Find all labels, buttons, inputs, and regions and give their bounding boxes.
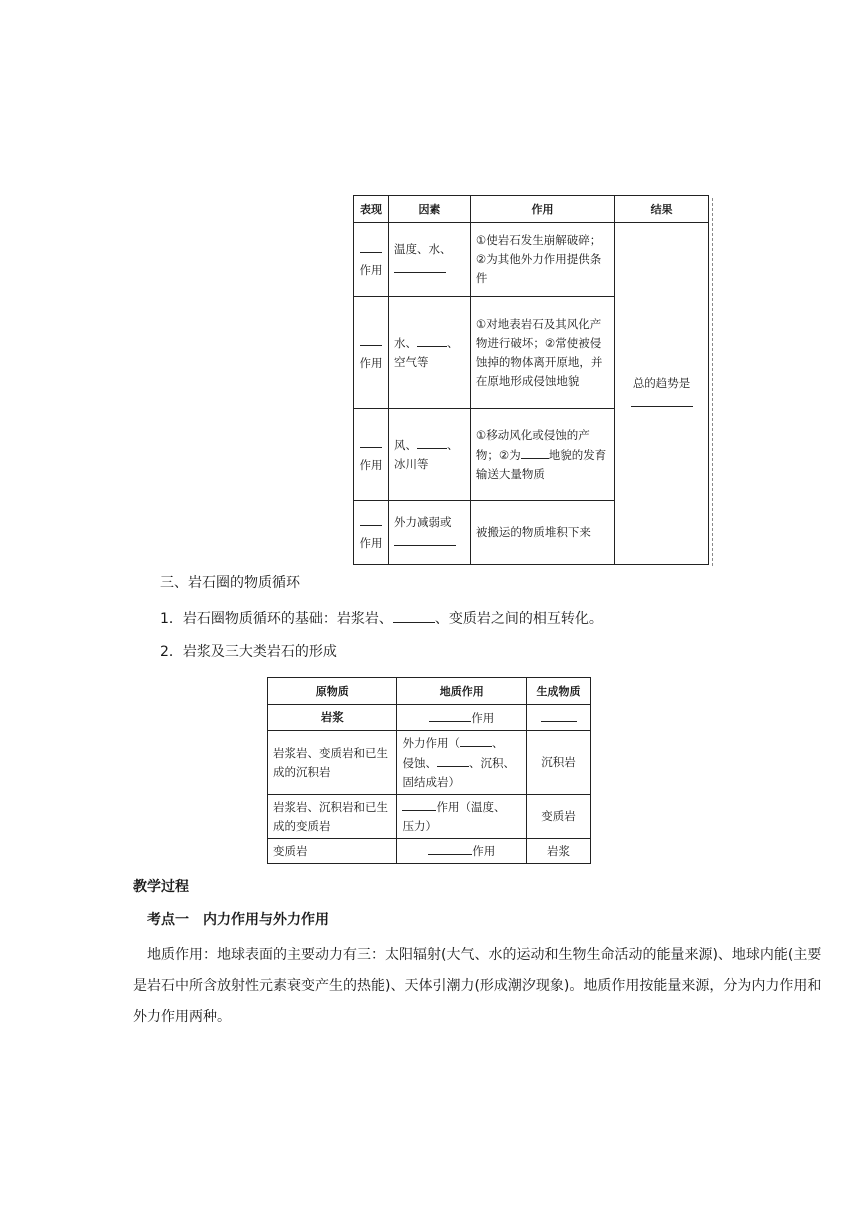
fill-blank <box>393 608 435 623</box>
process-text: 、沉积、 <box>468 756 515 770</box>
fill-blank <box>360 512 382 526</box>
fill-blank <box>360 239 382 253</box>
result-cell <box>615 223 709 565</box>
table-row <box>268 705 591 731</box>
scan-edge-line <box>712 198 714 566</box>
table-header-row <box>268 678 591 705</box>
effect-cell: 被搬运的物质堆积下来 <box>470 501 614 565</box>
origin-cell: 岩浆 <box>268 705 397 731</box>
table-row <box>268 731 591 795</box>
effect-cell <box>470 409 614 501</box>
fill-blank <box>360 434 382 448</box>
biao-cell <box>354 297 389 409</box>
process-cell <box>397 795 527 839</box>
product-cell: 沉积岩 <box>527 731 591 795</box>
process-cell <box>397 705 527 731</box>
process-text: 外力作用（ <box>402 736 460 750</box>
factor-text: 温度、水、 <box>393 242 452 256</box>
biao-label: 作用 <box>359 458 383 472</box>
fill-blank <box>437 753 469 767</box>
fill-blank <box>360 332 382 346</box>
biao-cell <box>354 409 389 501</box>
header-result: 结果 <box>615 196 709 223</box>
fill-blank <box>402 797 436 811</box>
header-product: 生成物质 <box>527 678 591 705</box>
fill-blank <box>631 393 693 407</box>
origin-cell: 变质岩 <box>268 839 397 864</box>
fill-blank <box>541 708 577 722</box>
result-text: 总的趋势是 <box>632 376 691 390</box>
origin-cell: 岩浆岩、变质岩和已生成的沉积岩 <box>268 731 397 795</box>
factor-text: 风、 <box>393 438 417 452</box>
factor-text: 冰川等 <box>393 457 429 471</box>
fill-blank <box>417 435 447 449</box>
biao-cell <box>354 223 389 297</box>
fill-blank <box>394 532 456 546</box>
header-process: 地质作用 <box>397 678 527 705</box>
list-item-text: 、变质岩之间的相互转化。 <box>434 611 603 627</box>
table-header-row <box>354 196 709 223</box>
list-item-text: 1．岩石圈物质循环的基础：岩浆岩、 <box>160 611 393 627</box>
rock-formation-table <box>267 677 591 864</box>
header-factor: 因素 <box>388 196 470 223</box>
factor-text: 外力减弱或 <box>393 515 452 529</box>
factor-text: 、 <box>446 336 459 350</box>
process-text: 作用 <box>471 710 495 725</box>
process-cell <box>397 839 527 864</box>
fill-blank <box>394 259 446 273</box>
product-cell: 变质岩 <box>527 795 591 839</box>
header-origin: 原物质 <box>268 678 397 705</box>
header-effect: 作用 <box>470 196 614 223</box>
product-cell <box>527 705 591 731</box>
geologic-process-table <box>353 195 709 565</box>
section-title: 教学过程 <box>133 879 189 895</box>
process-text: 作用（温度、 <box>436 800 506 814</box>
biao-label: 作用 <box>359 263 383 277</box>
biao-label: 作用 <box>359 536 383 550</box>
process-text: 压力） <box>402 819 437 833</box>
process-text: 作用 <box>472 844 496 858</box>
table-row <box>268 795 591 839</box>
factor-cell <box>388 297 470 409</box>
process-cell <box>397 731 527 795</box>
factor-text: 、 <box>446 438 459 452</box>
fill-blank <box>429 708 471 722</box>
header-biao: 表现 <box>354 196 389 223</box>
factor-cell <box>388 223 470 297</box>
fill-blank <box>428 841 472 855</box>
product-cell: 岩浆 <box>527 839 591 864</box>
effect-cell: ①对地表岩石及其风化产物进行破坏；②常使被侵蚀掉的物体离开原地，并在原地形成侵蚀地貌 <box>470 297 614 409</box>
fill-blank <box>521 445 549 459</box>
effect-cell: ①使岩石发生崩解破碎；②为其他外力作用提供条件 <box>470 223 614 297</box>
list-item <box>160 608 603 629</box>
process-text: 侵蚀、 <box>402 756 437 770</box>
factor-cell <box>388 409 470 501</box>
effect-text: ①移动风化或侵蚀的产物；②为 <box>475 427 590 462</box>
fill-blank <box>460 733 492 747</box>
origin-cell: 岩浆岩、沉积岩和已生成的变质岩 <box>268 795 397 839</box>
table-row <box>268 839 591 864</box>
biao-cell <box>354 501 389 565</box>
table-row <box>354 223 709 297</box>
process-text: 、 <box>491 736 504 750</box>
factor-text: 水、 <box>393 336 417 350</box>
section-subtitle: 考点一 内力作用与外力作用 <box>147 912 329 928</box>
body-paragraph: 地质作用：地球表面的主要动力有三：太阳辐射(大气、水的运动和生物生命活动的能量来源)、地球内能(主要是岩石中所含放射性元素衰变产生的热能)、天体引潮力(形成潮汐现象)。地质作用按能量来源，分为内力作用和外力作用两种。 <box>133 947 822 1025</box>
section-heading: 三、岩石圈的物质循环 <box>160 575 300 591</box>
factor-cell <box>388 501 470 565</box>
factor-text: 空气等 <box>393 355 429 369</box>
list-item: 2．岩浆及三大类岩石的形成 <box>160 644 337 660</box>
fill-blank <box>417 333 447 347</box>
process-text: 固结成岩） <box>402 775 460 789</box>
effect-text: 地貌的发育输送大量物质 <box>475 447 607 481</box>
biao-label: 作用 <box>359 356 383 370</box>
